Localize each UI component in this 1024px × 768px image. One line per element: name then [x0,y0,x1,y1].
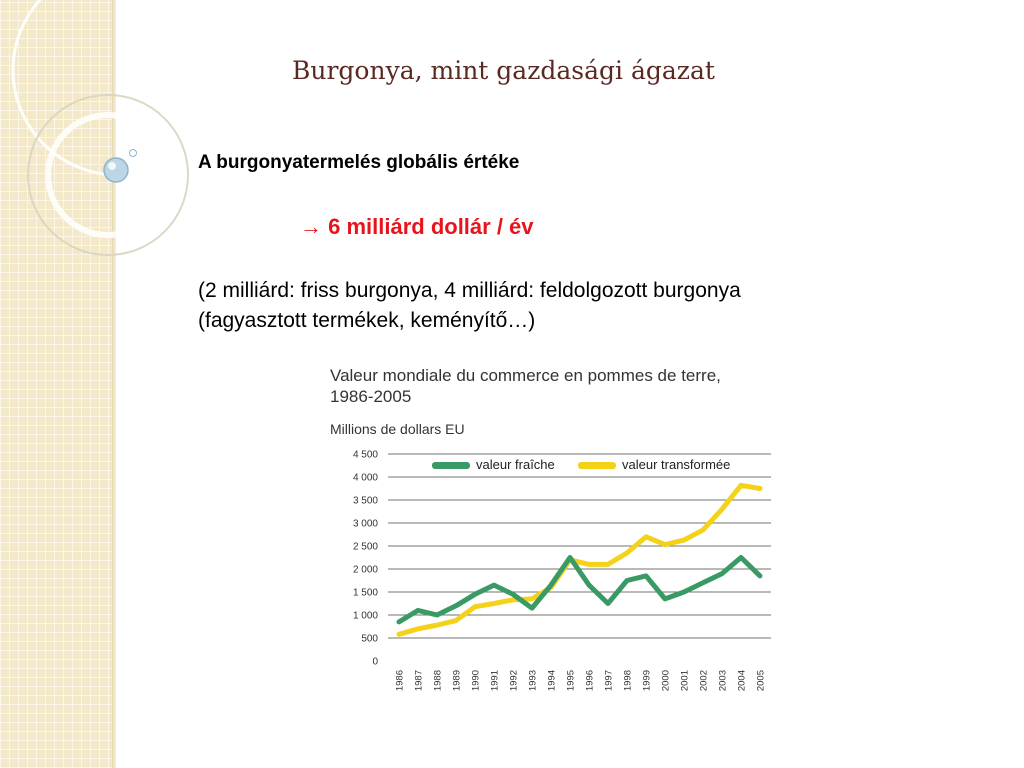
x-tick-label: 1993 [527,670,539,692]
x-tick-label: 1988 [432,670,444,692]
x-tick-label: 1995 [565,670,577,692]
y-tick-label: 0 [372,656,378,668]
series-line [399,558,760,622]
legend-item-processed [578,457,730,472]
chart-y-axis-label: Millions de dollars EU [330,421,465,437]
y-tick-label: 4 000 [352,472,378,484]
highlight-value: → 6 milliárd dollár / év [300,214,534,239]
legend-item-fresh [432,457,555,472]
y-tick-label: 3 000 [352,518,378,530]
legend-label: valeur transformée [622,457,731,472]
x-tick-label: 2005 [755,670,767,692]
y-tick-label: 500 [361,633,378,645]
x-tick-label: 1999 [641,670,653,692]
chart-y-ticks [353,450,378,668]
chart-x-ticks [395,670,767,691]
x-tick-label: 2003 [717,670,729,692]
section-heading: A burgonyatermelés globális értéke [198,152,520,173]
chart-title-line: 1986-2005 [330,387,412,406]
x-tick-label: 1997 [603,670,615,692]
chart-series [399,485,760,634]
chart-title-line: Valeur mondiale du commerce en pommes de terre, [330,366,721,385]
x-tick-label: 1989 [451,670,463,692]
legend-label: valeur fraîche [476,457,555,472]
y-tick-label: 2 000 [352,564,378,576]
x-tick-label: 1992 [508,670,520,692]
y-tick-label: 4 500 [352,449,378,461]
x-tick-label: 1991 [489,670,501,692]
y-tick-label: 3 500 [352,495,378,507]
x-tick-label: 1996 [584,670,596,692]
page-title: Burgonya, mint gazdasági ágazat [292,56,715,85]
y-tick-label: 1 000 [352,610,378,622]
legend-swatch [432,462,470,469]
x-tick-label: 1986 [394,670,406,692]
x-tick-label: 2002 [698,670,710,692]
x-tick-label: 1998 [622,670,634,692]
x-tick-label: 2000 [660,670,672,692]
y-tick-label: 2 500 [352,541,378,553]
x-tick-label: 1987 [413,670,425,692]
x-tick-label: 2004 [736,670,748,692]
detail-line: (2 milliárd: friss burgonya, 4 milliárd: feldolgozott burgonya [198,279,741,302]
y-tick-label: 1 500 [352,587,378,599]
legend-swatch [578,462,616,469]
detail-line: (fagyasztott termékek, keményítő…) [198,309,536,332]
series-line [399,485,760,634]
x-tick-label: 1994 [546,670,558,692]
x-tick-label: 2001 [679,670,691,692]
x-tick-label: 1990 [470,670,482,692]
